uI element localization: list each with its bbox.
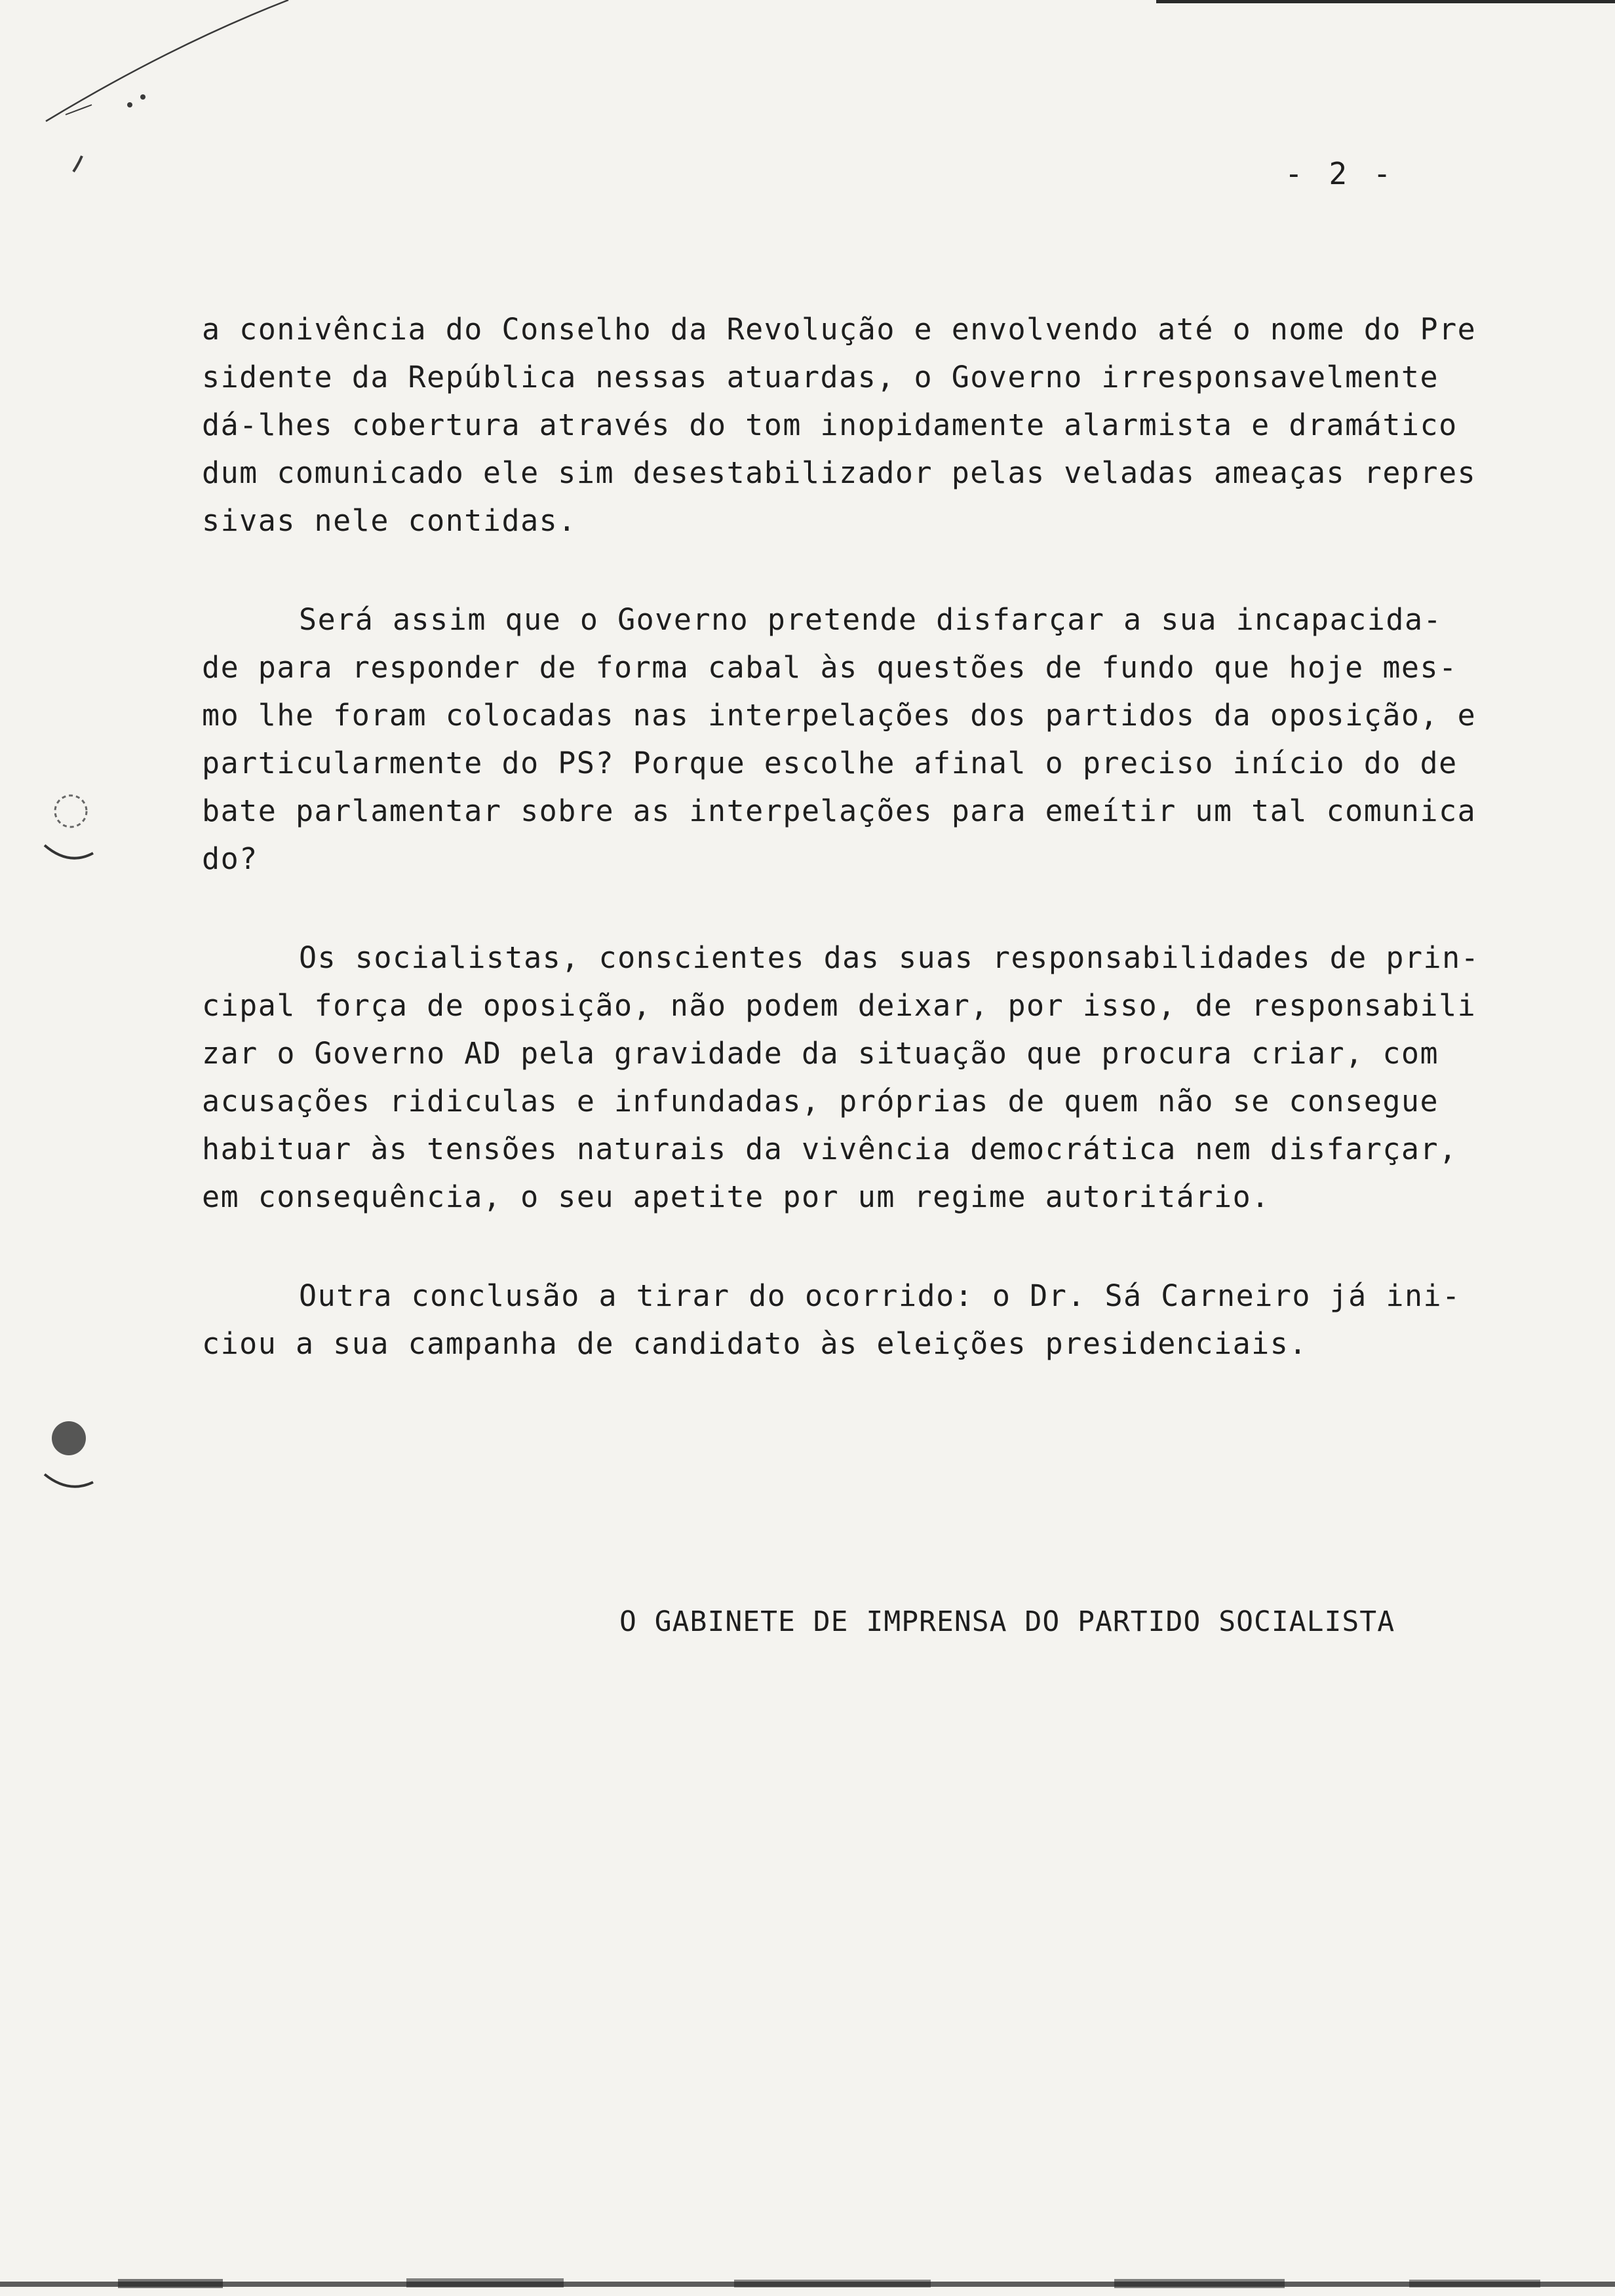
text-line: bate parlamentar sobre as interpelações para emeítir um tal comunica	[202, 794, 1477, 828]
text-line: ciou a sua campanha de candidato às eleições presidenciais.	[202, 1326, 1308, 1361]
paragraph-gap	[202, 1221, 1546, 1272]
paragraph-gap	[202, 883, 1546, 934]
text-line: zar o Governo AD pela gravidade da situação que procura criar, com	[202, 1036, 1439, 1071]
text-line: sidente da República nessas atuardas, o Governo irresponsavelmente	[202, 360, 1439, 394]
text-line: a conivência do Conselho da Revolução e envolvendo até o nome do Pre	[202, 312, 1477, 347]
text-line: sivas nele contidas.	[202, 503, 577, 538]
document-body	[202, 305, 1546, 1368]
paragraph	[202, 305, 1546, 545]
text-line: particularmente do PS? Porque escolhe afinal o preciso início do de	[202, 746, 1458, 780]
text-line: Os socialistas, conscientes das suas responsabilidades de prin-	[299, 940, 1480, 975]
text-line: em consequência, o seu apetite por um regime autoritário.	[202, 1179, 1270, 1214]
text-line: de para responder de forma cabal às questões de fundo que hoje mes-	[202, 650, 1458, 685]
text-line: acusações ridiculas e infundadas, próprias de quem não se consegue	[202, 1084, 1439, 1119]
signature-line: O GABINETE DE IMPRENSA DO PARTIDO SOCIALISTA	[619, 1605, 1395, 1638]
paragraph	[202, 1272, 1546, 1368]
text-line: do?	[202, 841, 258, 876]
bottom-edge-noise	[0, 2276, 1615, 2296]
text-line: Será assim que o Governo pretende disfarçar a sua incapacida-	[299, 602, 1443, 637]
corner-pen-stroke	[0, 0, 315, 197]
text-line: Outra conclusão a tirar do ocorrido: o Dr. Sá Carneiro já ini-	[299, 1278, 1461, 1313]
text-line: dá-lhes cobertura através do tom inopidamente alarmista e dramático	[202, 408, 1458, 442]
text-line: dum comunicado ele sim desestabilizador pelas veladas ameaças repres	[202, 455, 1477, 490]
paragraph	[202, 934, 1546, 1221]
page-number: - 2 -	[1285, 156, 1395, 191]
text-line: habituar às tensões naturais da vivência democrática nem disfarçar,	[202, 1132, 1458, 1166]
paragraph	[202, 596, 1546, 883]
punch-hole-bottom	[33, 1409, 105, 1494]
text-line: cipal força de oposição, não podem deixar, por isso, de responsabili	[202, 988, 1477, 1023]
text-line: mo lhe foram colocadas nas interpelações dos partidos da oposição, e	[202, 698, 1477, 733]
paragraph-gap	[202, 545, 1546, 596]
top-edge-line	[1156, 0, 1615, 8]
punch-hole-top	[33, 780, 105, 865]
